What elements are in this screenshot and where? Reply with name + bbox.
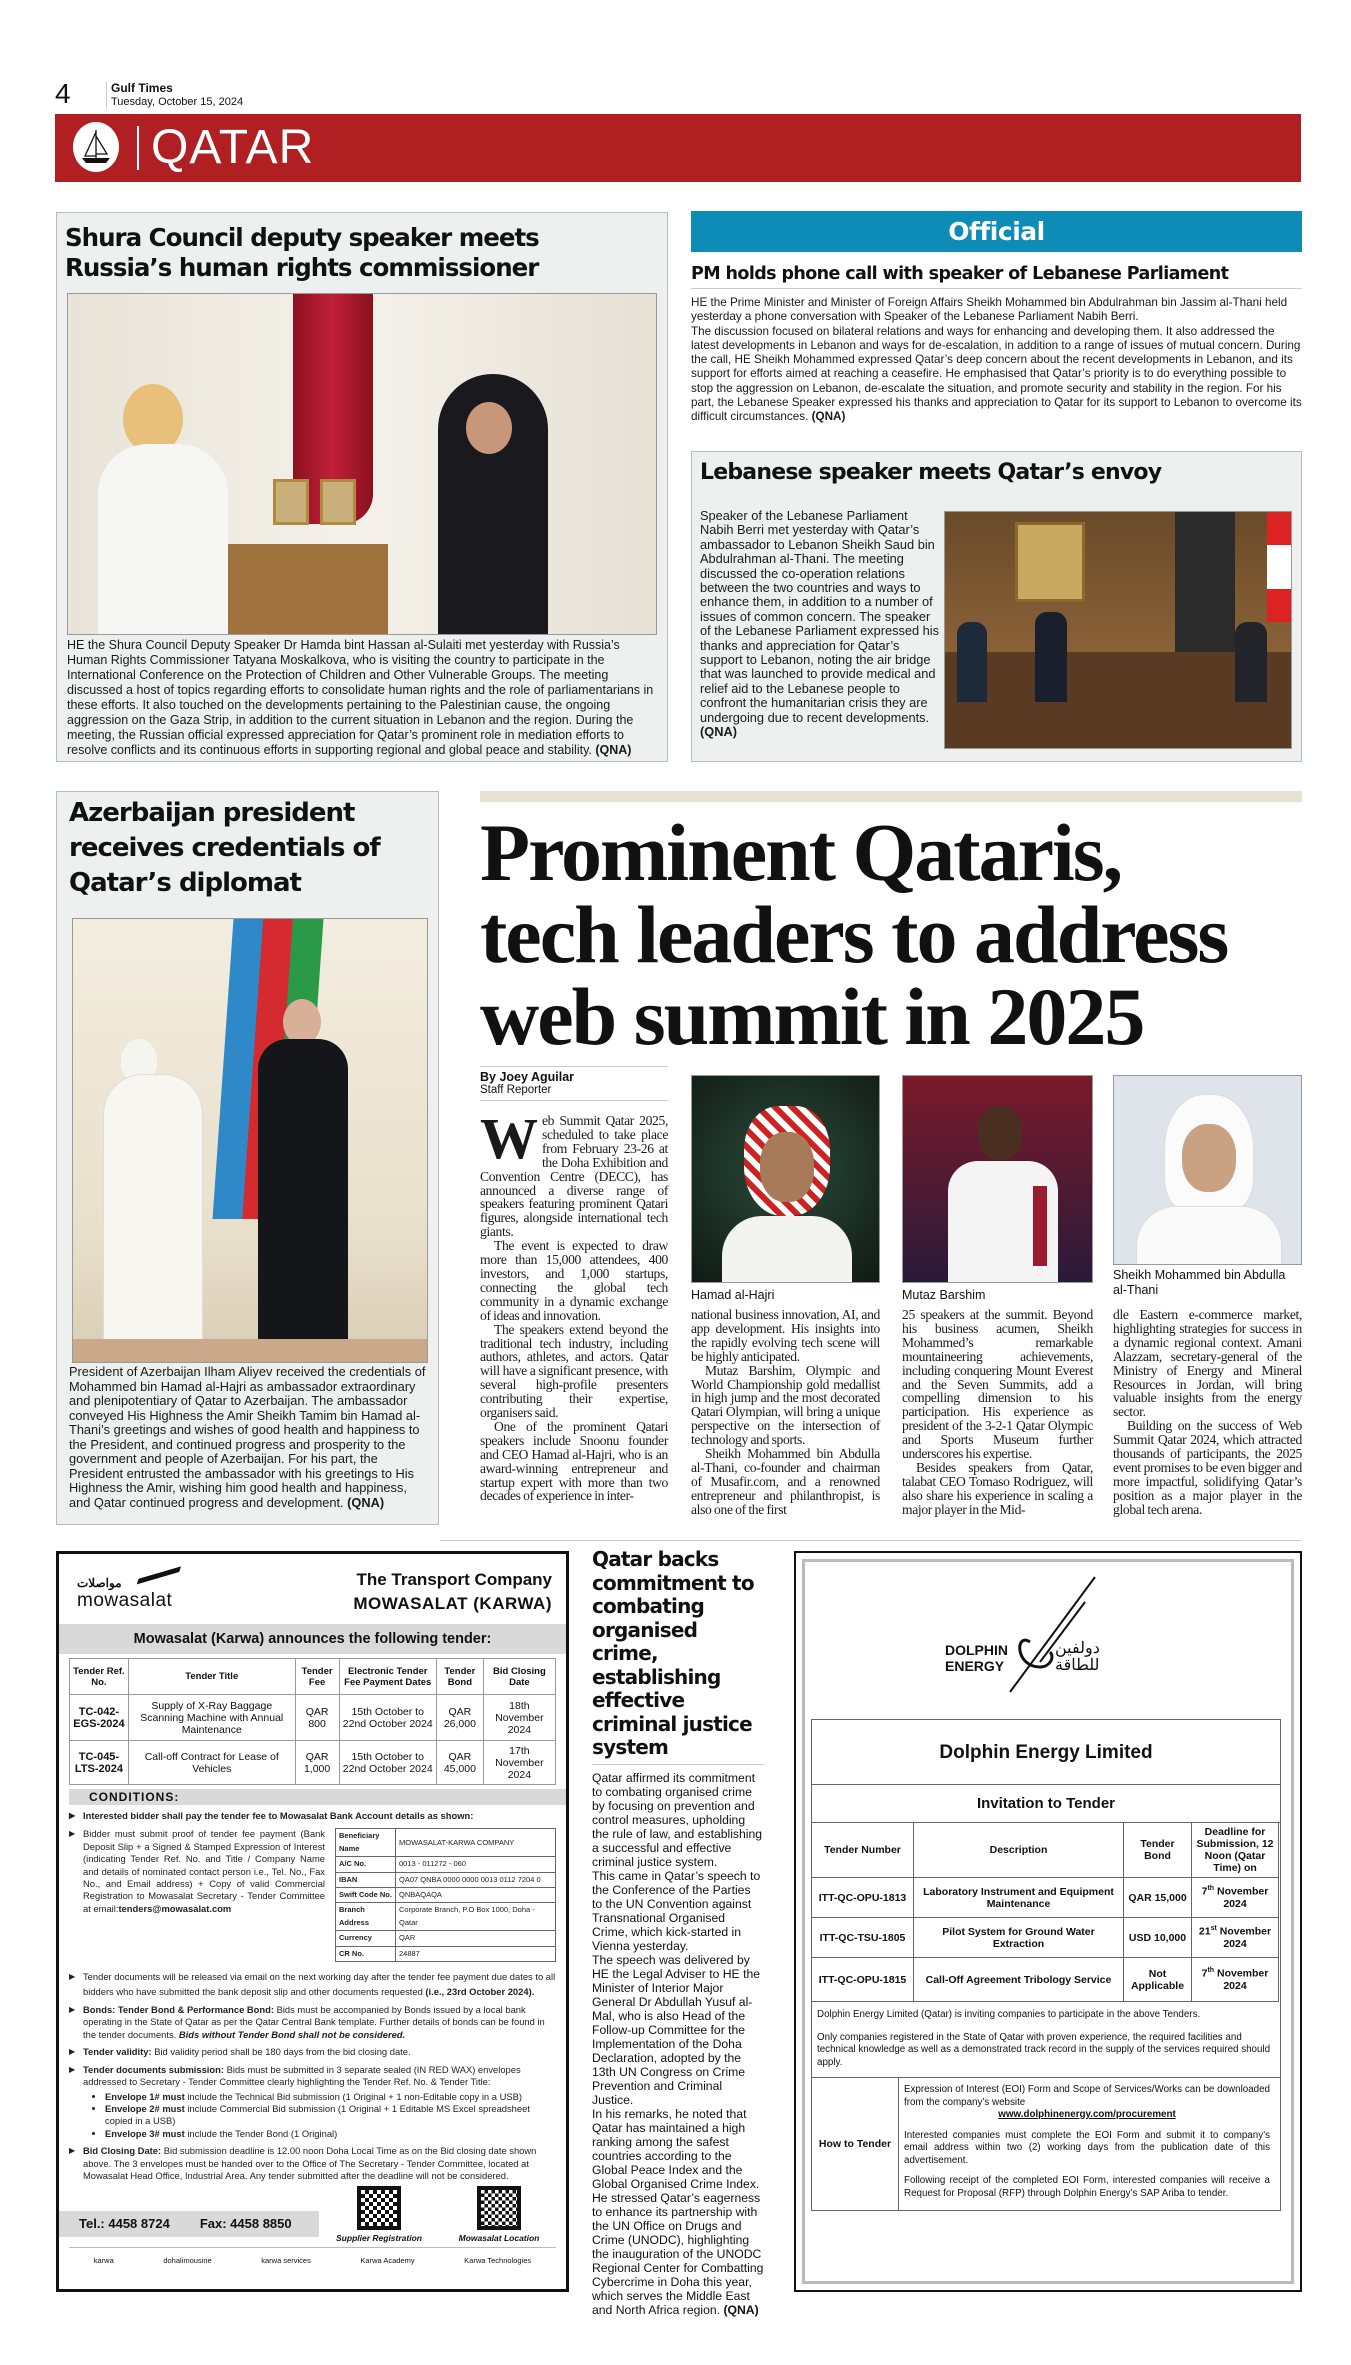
tender-description: Call-Off Agreement Tribology Service [914,1958,1124,2002]
tender-fee: QAR 800 [295,1695,339,1741]
condition-text: Bids must be submitted in 3 separate sealed (IN RED WAX) envelopes addressed to Secretary - Tender Committee clearly highlighting the Tender Ref. No. & Tender Title: [83,2063,521,2088]
dolphin-tender-box [811,1719,1281,2211]
tender-bond: USD 10,000 [1124,1918,1192,1958]
column-header: Bid Closing Date [483,1659,555,1695]
condition-bold: Tender documents submission: [83,2063,224,2075]
lebanese-article [691,451,1302,762]
table-row [812,1878,1279,1918]
condition-bold: Bonds: Tender Bond & Performance Bond: [83,2004,274,2016]
lebanese-photo [944,511,1292,749]
shura-photo [67,293,657,635]
column-header: Tender Fee [295,1659,339,1695]
condition-text: Bid validity period shall be 180 days from the bid closing date. [151,2046,411,2058]
paragraph: Besides speakers from Qatar, talabat CEO Tomaso Rodriguez, will also share his experience in scaling a major player in the Mid- [902,1459,1093,1517]
paragraph: Dolphin Energy Limited (Qatar) is inviting companies to participate in the above Tenders. [817,2009,1201,2020]
condition-text: Bidder must submit proof of tender fee payment (Bank Deposit Slip + a Signed & Stamped Expression of Interest (indicating Tender Ref. No. and Title / Company Name and details of nominated contact person i.e., Tel. No., Fax No., and Email address) + Copy of valid Commercial Registration to Mowasalat Secretary - Tender Committee at email: [83,1828,325,1914]
paragraph: One of the prominent Qatari speakers include Snoonu founder and CEO Hamad al-Hajri, who is an award-winning entrepreneur and startup expert with more than two decades of experience in inter- [480,1418,668,1504]
qr-label: Supplier Registration [336,2233,422,2244]
column-header: Electronic Tender Fee Payment Dates [339,1659,436,1695]
column-header: Deadline for Submission, 12 Noon (Qatar Time) on [1192,1823,1279,1878]
tender-title: Call-off Contract for Lease of Vehicles [128,1741,295,1785]
envelope-item [105,2128,556,2140]
brand-logo: karwa [93,2256,114,2266]
dolphin-tender-table [811,1822,1279,2002]
crime-text [592,1771,764,2317]
paragraph: Only companies registered in the State of Qatar with proven experience, the required facilities and technical knowledge as well as a demonstrated track record in the supply of the services required should apply. [817,2031,1271,2068]
conditions-title: CONDITIONS: [69,1789,566,1805]
photo-caption: Sheikh Mohammed bin Abdulla al-Thani [1113,1268,1286,1297]
logo-line: دولفين [1055,1640,1100,1657]
paragraph: The speech was delivered by HE the Legal Adviser to HE the Minister of Interior Major General Dr Abdullah Yusuf al-Mal, who is also Head of the Follow-up Committee for the Implementation of the Doha Declaration, adopted by the 13th UN Congress on Crime Prevention and Criminal Justice. [592,1952,761,2107]
company-line: The Transport Company [356,1570,552,1589]
lebanese-headline: Lebanese speaker meets Qatar’s envoy [700,460,1162,485]
photo-hamad-al-hajri [691,1075,880,1283]
author-name: By Joey Aguilar [480,1070,575,1084]
envelope-item [105,2091,556,2103]
condition-item [69,2004,556,2041]
qr-supplier [319,2186,439,2243]
bank-label: CR No. [336,1946,396,1961]
paragraph: Expression of Interest (EOI) Form and Scope of Services/Works can be downloaded from the company’s website [904,2084,1270,2108]
deadline-day: 7 [1201,1885,1208,1898]
mowasalat-header [59,1554,566,1624]
pm-article [691,296,1302,425]
qr-code-icon[interactable] [357,2186,401,2230]
crime-article [592,1548,764,2317]
dolphin-logo-icon [990,1572,1100,1702]
deadline [1192,1958,1279,2002]
envelope-text: include the Tender Bond (1 Original) [184,2127,338,2139]
payment-dates: 15th October to 22nd October 2024 [339,1741,436,1785]
lead-column-2 [691,1308,880,1517]
mowasalat-logo: mowasalat [77,1590,173,1611]
ordinal-suffix: st [1210,1925,1217,1933]
source-tag: (QNA) [811,410,846,424]
photo-mutaz-barshim [902,1075,1093,1283]
condition-item: ▶ Interested bidder shall pay the tender fee to Mowasalat Bank Account details as shown: [69,1810,556,1822]
lead-headline: Prominent Qataris, tech leaders to address web summit in 2025 [480,807,1228,1062]
shura-article [56,212,668,762]
paragraph: The speakers extend beyond the traditional tech industry, including authors, athletes, and actors. Qatar will have a significant presence, with several high-profile presenters contributing their expertise, organisers said. [480,1321,668,1421]
lebanese-text [700,509,940,740]
paragraph: Mutaz Barshim, Olympic and World Championship gold medallist in high jump and the most decorated Qatari Olympian, will bring a unique perspective on the intersection of technology and sports. [691,1362,880,1448]
azerbaijan-caption [69,1365,431,1510]
tender-title: Invitation to Tender [812,1785,1280,1823]
column-header: Tender Bond [1124,1823,1192,1878]
table-row [812,1918,1279,1958]
condition-item [69,2145,556,2182]
dolphin-tender-ad [794,1551,1302,2292]
tender-bond: QAR 45,000 [436,1741,483,1785]
banner-divider [137,126,139,170]
paragraph: dle Eastern e-commerce market, highlighting strategies for success in a dynamic regional context. Amani Alazzam, secretary-general of the Ministry of Energy and Mineral Resources in Jordan, will bring valuable insights from the energy sector. [1113,1307,1302,1420]
bank-label: Beneficiary Name [336,1829,396,1857]
envelope-label: Envelope 3# must [105,2127,185,2139]
mowasalat-footer [59,2186,566,2243]
tender-number: ITT-QC-TSU-1805 [812,1918,914,1958]
ordinal-suffix: th [1207,1967,1215,1975]
caption-text: President of Azerbaijan Ilham Aliyev received the credentials of Mohammed bin Hamad al-Hajri as ambassador extraordinary and plenipotentiary of Qatar to Azerbaijan. The ambassador conveyed His Highness the Amir Sheikh Tamim bin Hamad al-Thani’s greetings and wishes of good health and happiness to the President, and continued progress and prosperity to the government and people of Azerbaijan. For his part, the President entrusted the ambassador with his greetings to His Highness the Amir, wishing him good health and happiness, and Qatar continued progress and development. [69,1364,426,1510]
how-to-tender-text [899,2078,1280,2210]
table-row [70,1695,556,1741]
condition-bold: Bid Closing Date: [83,2145,162,2157]
lead-column-4 [1113,1308,1302,1517]
photo-caption: Mutaz Barshim [902,1288,986,1302]
lead-top-rule [480,791,1302,802]
tender-ref: TC-045-LTS-2024 [70,1741,129,1785]
bank-value: Corporate Branch, P.O Box 1000, Doha - Qatar [396,1903,556,1931]
announce-bar: Mowasalat (Karwa) announces the following tender: [59,1624,566,1654]
masthead [106,82,243,109]
brand-logos [69,2247,556,2265]
lead-column-1 [480,1106,668,1504]
bank-label: Branch Address [336,1903,396,1931]
paragraph: 25 speakers at the summit. Beyond his business acumen, Sheikh Mohammed’s remarkable mountaineering achievements, including conquering Mount Everest and the Seven Summits, add a compelling dimension to his participation. His experience as president of the 3-2-1 Qatar Olympic and Sports Museum further underscores his expertise. [902,1307,1093,1462]
envelope-item [105,2103,556,2128]
bank-label: Currency [336,1931,396,1946]
bank-value: QAR [396,1931,556,1946]
mowasalat-tender-ad [56,1551,569,2292]
paragraph: Interested companies must complete the EOI Form and submit it to company’s email address within two (2) working days from the publication date of this advertisement. [904,2129,1270,2166]
azerbaijan-headline: Azerbaijan president receives credentials of Qatar’s diplomat [69,798,380,898]
deadline-date: November 2024 [1217,1967,1269,1992]
how-to-tender-label: How to Tender [812,2078,899,2210]
envelope-text: include Commercial Bid submission (1 Original + 1 Editable MS Excel spreadsheet copied in a USB) [105,2102,530,2127]
paragraph: Qatar affirmed its commitment to combating organised crime by focusing on prevention and control measures, upholding the rule of law, and establishing a successful and effective criminal justice system. [592,1770,763,1869]
official-banner: Official [691,211,1302,252]
page-number: 4 [55,78,71,109]
column-header: Tender Number [812,1823,914,1878]
condition-item [69,2064,556,2140]
brand-logo: karwa services [261,2256,311,2266]
deadline-date: November 2024 [1217,1885,1269,1910]
brand-logo: dohalimousine [163,2256,212,2266]
logo-line: للطاقة [1055,1657,1100,1674]
column-header: Description [914,1823,1124,1878]
author-role: Staff Reporter [480,1084,552,1096]
paragraph: national business innovation, AI, and app development. His insights into the rapidly evolving tech scene will be highly anticipated. [691,1307,880,1364]
paragraph: eb Summit Qatar 2025, scheduled to take place from February 23-26 at the Doha Exhibition and Convention Centre (DECC), has announced a diverse range of speakers featuring prominent Qatari figures, alongside international tech giants. [480,1113,668,1240]
column-header: Tender Title [128,1659,295,1695]
condition-italic: Bids without Tender Bond shall not be considered. [178,2028,406,2040]
table-header-row [70,1659,556,1695]
bank-value: 0013 - 011272 - 060 [396,1857,556,1872]
tender-bond: QAR 15,000 [1124,1878,1192,1918]
procurement-link[interactable]: www.dolphinenergy.com/procurement [998,2109,1176,2120]
fax-number: Fax: 4458 8850 [199,2216,292,2232]
qr-location [439,2186,559,2243]
headline-line: Shura Council deputy speaker meets [65,223,539,252]
crime-headline: Qatar backs commitment to combating organised crime, establishing effective criminal justice system [592,1548,764,1765]
tender-number: ITT-QC-OPU-1813 [812,1878,914,1918]
condition-text: Bid submission deadline is 12.00 noon Doha Local Time as on the Bid closing date shown above. The 3 envelopes must be handed over to the Office of The Secretary - Tender Committee, located at Mowasalat Head Office, Industrial Area. Any tender submitted after the deadline will not be considered. [83,2145,537,2181]
deadline-day: 21 [1198,1925,1211,1938]
condition-item [69,2046,556,2058]
caption-text: HE the Shura Council Deputy Speaker Dr Hamda bint Hassan al-Sulaiti met yesterday with Russia’s Human Rights Commissioner Tatyana Moskalkova, who is visiting the country to participate in the International Conference on the Protection of Children and Other Vulnerable Groups. The meeting discussed a host of topics regarding efforts to consolidate human rights and the role of parliamentarians in these efforts. It also touched on the developments pertaining to the Palestinian cause, the ongoing aggression on the Gaza Strip, in addition to the current situation in Lebanon and the region. During the meeting, the Russian official expressed appreciation for Qatar’s prominent role in mediation efforts to resolve conflicts and its continuous efforts in supporting regional and global peace and stability. [67,638,654,757]
tender-bond: Not Applicable [1124,1958,1192,2002]
payment-dates: 15th October to 22nd October 2024 [339,1695,436,1741]
condition-item [69,1828,325,1962]
company-line: MOWASALAT (KARWA) [353,1594,552,1613]
paragraph: Building on the success of Web Summit Qatar 2024, which attracted thousands of participants, the 2025 event promises to be even bigger and more impactful, solidifying Qatar’s position as a major player in the global tech arena. [1113,1418,1302,1517]
headline-line: Russia’s human rights commissioner [65,253,539,282]
logo-line: DOLPHIN [945,1642,1008,1658]
envelope-label: Envelope 1# must [105,2090,185,2102]
dolphin-logo-text [945,1642,1008,1674]
bank-value: QA07 QNBA 0000 0000 0013 0112 7204 0 [396,1872,556,1887]
brand-logo: Karwa Technologies [464,2256,532,2266]
tender-fee: QAR 1,000 [295,1741,339,1785]
tender-number: ITT-QC-OPU-1815 [812,1958,914,2002]
tender-bond: QAR 26,000 [436,1695,483,1741]
ordinal-suffix: th [1207,1885,1215,1893]
qr-code-icon[interactable] [477,2186,521,2230]
article-text: Speaker of the Lebanese Parliament Nabih Berri met yesterday with Qatar’s ambassador to Lebanon Sheikh Saud bin Abdulrahman al-Thani. The meeting discussed the co-operation relations between the two countries and ways to enhance them, in addition to a number of issues of common concern. The speaker of the Lebanese Parliament expressed his thanks and appreciation for Qatar’s support to Lebanon, noting the air bridge that was launched to provide medical and relief aid to the Lebanese people to confront the humanitarian crisis they are undergoing due to recent developments. [700,508,940,725]
issue-date: Tuesday, October 15, 2024 [111,96,244,108]
paragraph: In his remarks, he noted that Qatar has maintained a high ranking among the safest countries according to the Global Peace Index and the Global Organised Crime Index. [592,2106,760,2191]
deadline-date: November 2024 [1219,1925,1272,1950]
table-row [70,1741,556,1785]
byline [480,1066,668,1101]
source-tag: (QNA) [700,724,737,740]
mowasalat-tender-table [69,1658,556,1785]
phone-number: Tel.: 4458 8724 [79,2216,170,2232]
section-title: QATAR [151,121,315,174]
condition-text: Bids must be accompanied by Bonds issued by a local bank operating in the State of Qatar as per the Qatar Central Bank template. Further details of bonds can be found in the tender documents. [83,2004,545,2040]
bank-value: 24887 [396,1946,556,1961]
pm-headline: PM holds phone call with speaker of Lebanese Parliament [691,264,1302,289]
company-name [353,1570,552,1614]
qr-label: Mowasalat Location [458,2233,540,2244]
how-to-tender [812,2078,1280,2210]
closing-date: 17th November 2024 [483,1741,555,1785]
dolphin-logo-ar [1055,1640,1100,1674]
paragraph: This came in Qatar’s speech to the Conference of the Parties to the UN Convention against Transnational Organised Crime, which kick-started in Vienna yesterday. [592,1868,761,1953]
company-title: Dolphin Energy Limited [812,1720,1280,1785]
photo-caption: Hamad al-Hajri [691,1288,775,1302]
bank-value: QNBAQAQA [396,1888,556,1903]
tender-title: Supply of X-Ray Baggage Scanning Machine with Annual Maintenance [128,1695,295,1741]
drop-cap: W [480,1106,538,1171]
bank-label: Swift Code No. [336,1888,396,1903]
azerbaijan-article [56,791,439,1525]
conditions [69,1810,556,2182]
paragraph: HE the Prime Minister and Minister of Foreign Affairs Sheikh Mohammed bin Abdulrahman bin Jassim al-Thani held yesterday a phone conversation with Speaker of the Lebanese Parliament Nabih Berri. [691,296,1288,324]
source-tag: (QNA) [347,1494,385,1510]
deadline [1192,1918,1279,1958]
logo-line: ENERGY [945,1658,1005,1674]
contact-bar [59,2211,319,2237]
deadline-day: 7 [1201,1967,1208,1980]
tender-description: Laboratory Instrument and Equipment Maintenance [914,1878,1124,1918]
photo-sheikh-mohammed [1113,1075,1302,1265]
email-link[interactable]: tenders@mowasalat.com [118,1902,232,1914]
condition-bold: (i.e., 23rd October 2024). [425,1986,535,1998]
paragraph: Following receipt of the completed EOI Form, interested companies will receive a Request for Proposal (RFP) through Dolphin Energy’s SAP Ariba to tender. [904,2175,1270,2199]
paragraph: The event is expected to draw more than 15,000 attendees, 400 investors, and 1,000 startups, connecting the global tech community in a dynamic exchange of ideas and innovation. [480,1238,668,1323]
brand-logo: Karwa Academy [360,2256,415,2266]
section-banner [55,114,1301,182]
source-tag: (QNA) [723,2302,759,2317]
mowasalat-logo-ar: مواصلات [77,1576,122,1590]
azerbaijan-photo [72,918,428,1363]
table-row [812,1958,1279,2002]
closing-date: 18th November 2024 [483,1695,555,1741]
tender-ref: TC-042-EGS-2024 [70,1695,129,1741]
table-header-row [812,1823,1279,1878]
lead-column-3 [902,1308,1093,1517]
deadline [1192,1878,1279,1918]
source-tag: (QNA) [595,743,632,757]
paragraph: He stressed Qatar’s eagerness to enhance its partnership with the UN Office on Drugs and Crime (UNODC), highlighting the inauguration of the UNODC Regional Center for Combatting Cybercrime in Doha this year, which serves the Middle East and North Africa region. [592,2190,764,2317]
condition-item [69,1969,556,1999]
tender-description: Pilot System for Ground Water Extraction [914,1918,1124,1958]
dolphin-notice [812,2001,1280,2078]
column-header: Tender Ref. No. [70,1659,129,1695]
bank-label: IBAN [336,1872,396,1887]
paragraph: The discussion focused on bilateral relations and ways for enhancing and developing them. It also addressed the latest developments in Lebanon and ways for de-escalation, in addition to a range of issues of mutual concern. During the call, HE Sheikh Mohammed expressed Qatar’s deep concern about the recent developments in Lebanon, and its support for efforts aimed at reaching a ceasefire. He emphasised that Qatar’s priority is to do everything possible to stop the aggression on Lebanon, de-escalate the situation, and promote security and stability in the region. For his part, the Lebanese Speaker expressed his thanks and appreciation to Qatar for its support to Lebanon to overcome its difficult circumstances. [691,324,1302,424]
condition-text: Tender documents will be released via email on the next working day after the tender fee payment due dates to all bidders who have submitted the bank deposit slip and other documents requested [83,1971,556,1998]
shura-caption [67,638,662,758]
bank-details-table [335,1828,556,1962]
paragraph: Sheikh Mohammed bin Abdulla al-Thani, co-founder and chairman of Musafir.com, and a renowned entrepreneur and philanthropist, is also one of the first [691,1446,880,1517]
bank-value: MOWASALAT-KARWA COMPANY [396,1829,556,1857]
condition-bold: Tender validity: [83,2046,152,2058]
divider [440,1540,1302,1541]
shura-headline [65,223,665,283]
paper-name: Gulf Times [111,81,173,95]
column-header: Tender Bond [436,1659,483,1695]
envelope-text: include the Technical Bid submission (1 Original + 1 non-Editable copy in a USB) [184,2090,522,2102]
dhow-logo-icon [73,122,119,172]
bank-label: A/C No. [336,1857,396,1872]
envelope-label: Envelope 2# must [105,2102,185,2114]
